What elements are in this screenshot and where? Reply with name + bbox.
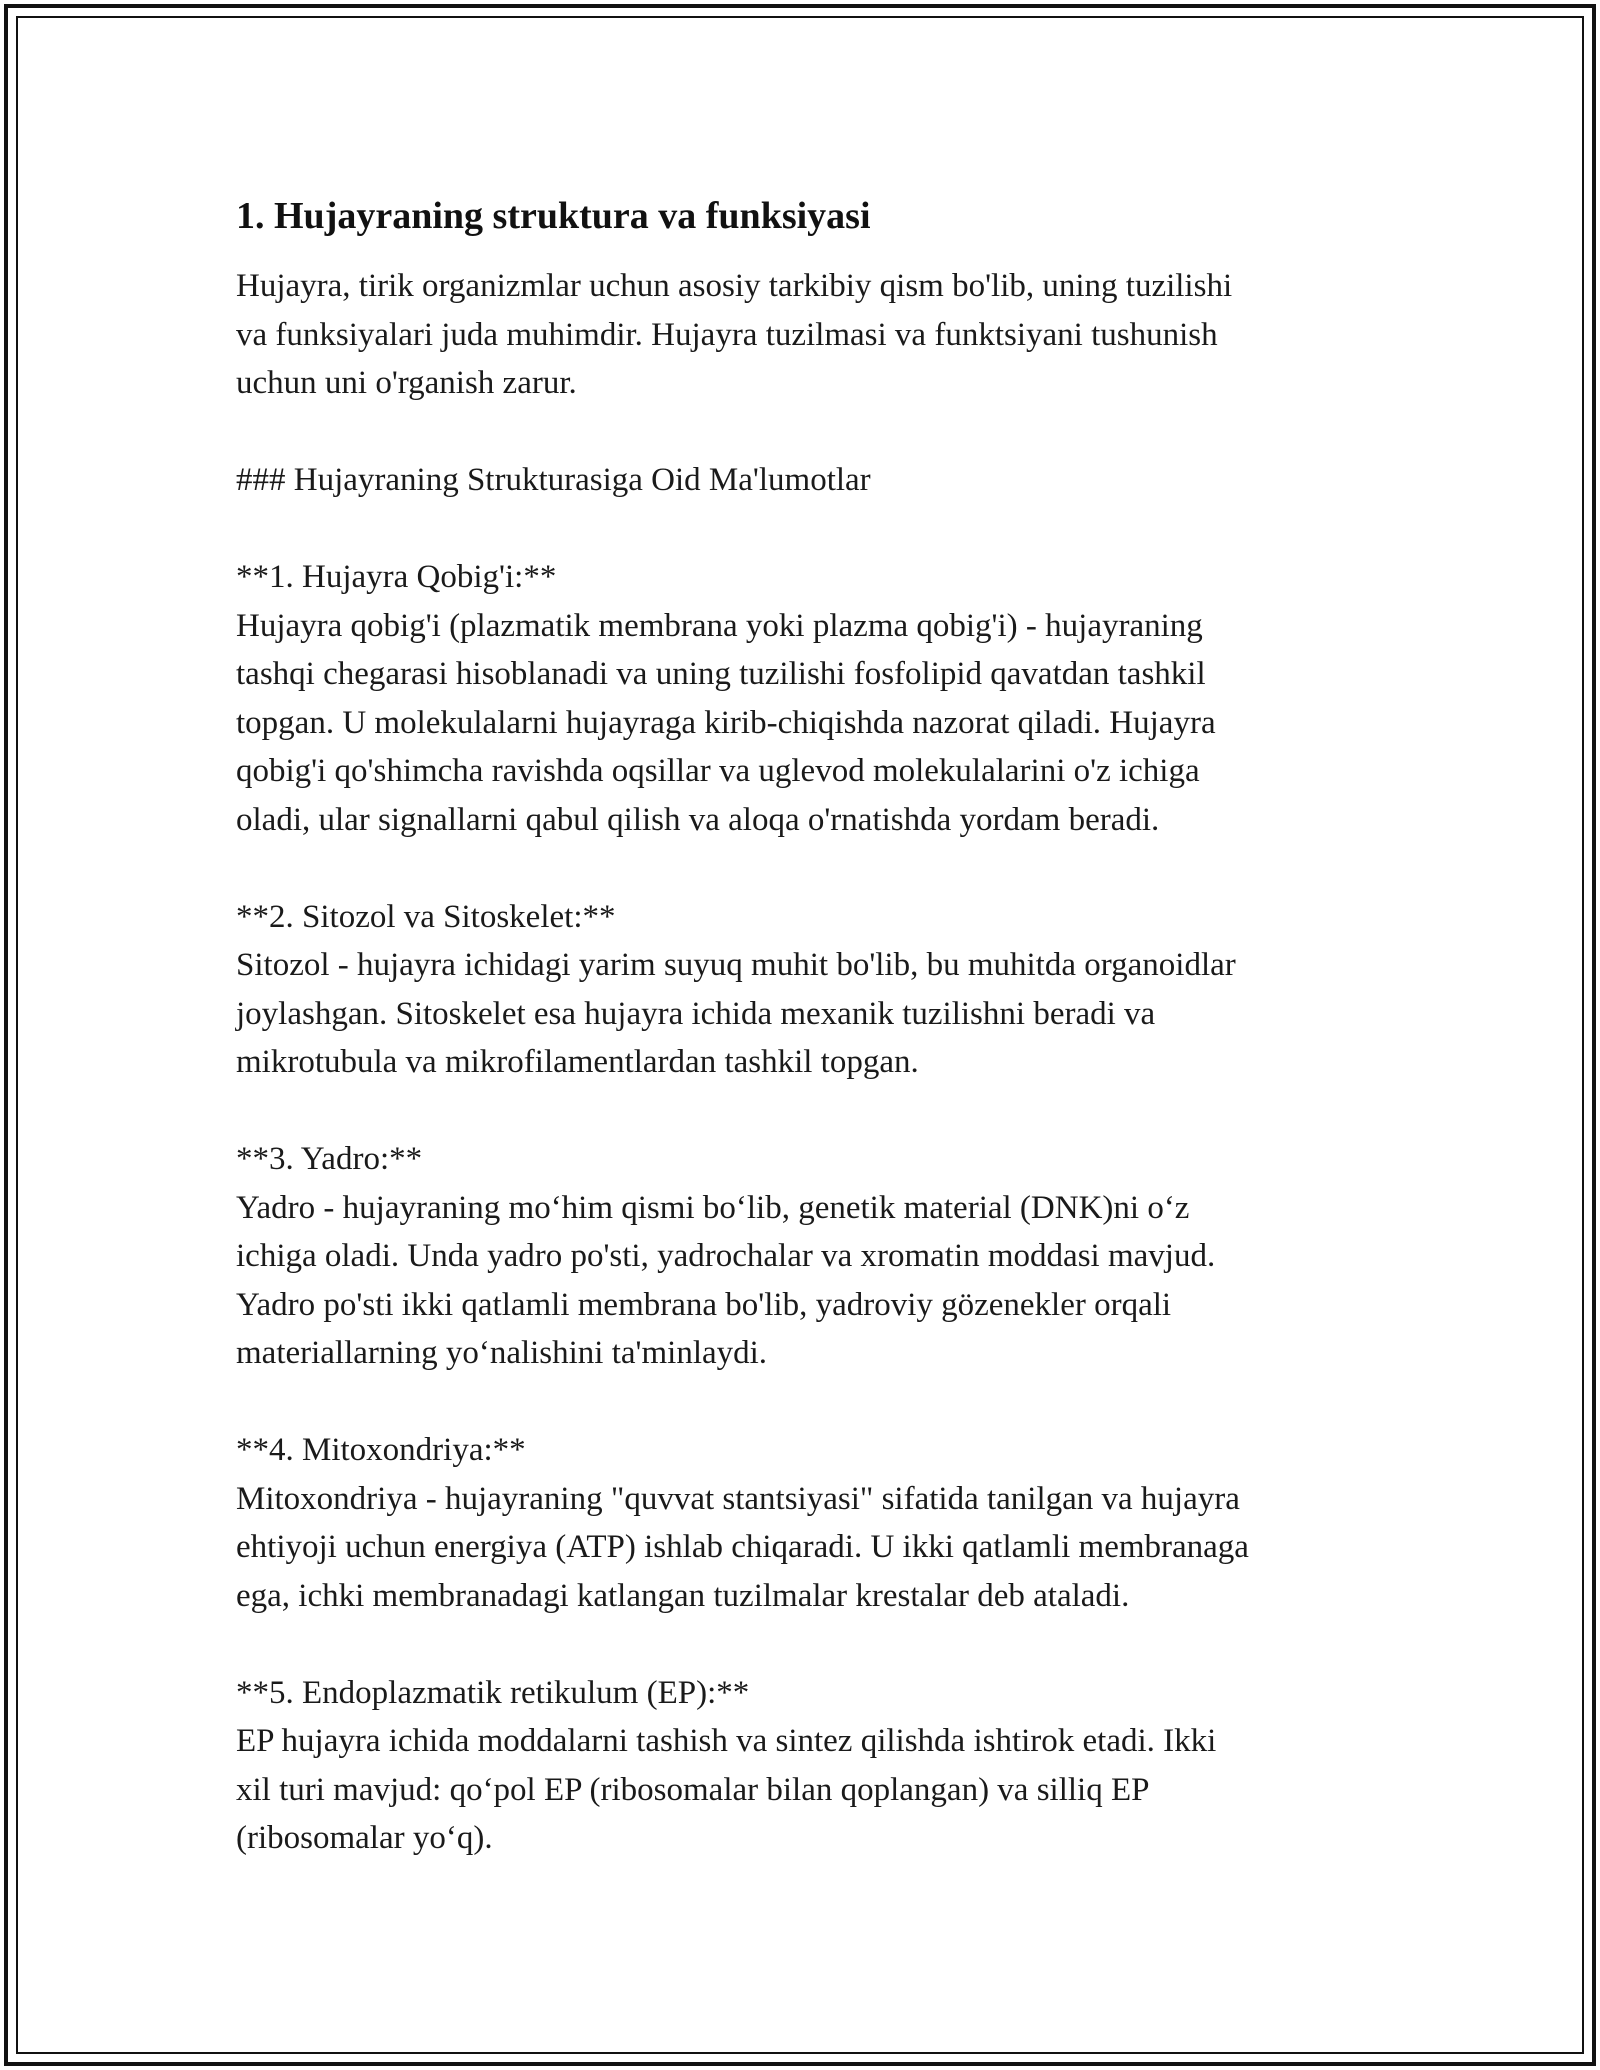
spacer (236, 1378, 1376, 1427)
section-heading: ### Hujayraning Strukturasiga Oid Ma'lumotlar (236, 462, 871, 498)
section-heading-endoplasmic-reticulum: **5. Endoplazmatik retikulum (EP):** (236, 1674, 750, 1711)
section-heading-mitochondria: **4. Mitoxondriya:** (236, 1432, 526, 1468)
spacer (236, 505, 1376, 554)
intro-paragraph: Hujayra, tirik organizmlar uchun asosiy tarkibiy qism bo'lib, uning tuzilishi va funksiyalari juda muhimdir. Hujayra tuzilmasi va funktsiyani tushunish uchun uni o'rganish zarur. (236, 268, 1233, 401)
spacer (236, 1087, 1376, 1136)
section-body-nucleus: Yadro - hujayraning mo‘him qismi bo‘lib, genetik material (DNK)ni o‘z ichiga oladi. Unda yadro po'sti, yadrochalar va xromatin moddasi mavjud. Yadro po'sti ikki qatlamli membrana bo'lib, yadroviy gözenekler orqali materiallarning yo‘nalishini ta'minlaydi. (236, 1189, 1216, 1371)
section-body-endoplasmic-reticulum: EP hujayra ichida moddalarni tashish va sintez qilishda ishtirok etadi. Ikki xil turi mavjud: qo‘pol EP (ribosomalar bilan qoplangan) va silliq EP (ribosomalar yo‘q). (236, 1723, 1217, 1856)
section-body-cell-membrane: Hujayra qobig'i (plazmatik membrana yoki plazma qobig'i) - hujayraning tashqi chegarasi hisoblanadi va uning tuzilishi fosfolipid qavatdan tashkil topgan. U molekulalarni hujayraga kirib-chiqishda nazorat qiladi. Hujayra qobig'i qo'shimcha ravishda oqsillar va uglevod molekulalarini o'z ichiga oladi, ular signallarni qabul qilish va aloqa o'rnatishda yordam beradi. (236, 607, 1216, 838)
section-heading-nucleus: **3. Yadro:** (236, 1141, 423, 1177)
spacer (236, 408, 1376, 457)
section-endoplasmic-reticulum (236, 1669, 1376, 1863)
spacer (236, 844, 1376, 893)
document-body (236, 188, 1376, 1863)
document-title: 1. Hujayraning struktura va funksiyasi (236, 195, 871, 237)
section-cytosol (236, 893, 1376, 1087)
section-heading-cell-membrane: **1. Hujayra Qobig'i:** (236, 559, 557, 595)
section-mitochondria (236, 1426, 1376, 1620)
section-cell-membrane (236, 553, 1376, 844)
section-heading-cytosol: **2. Sitozol va Sitoskelet:** (236, 898, 616, 935)
section-nucleus (236, 1135, 1376, 1378)
section-body-mitochondria: Mitoxondriya - hujayraning "quvvat stantsiyasi" sifatida tanilgan va hujayra ehtiyoji uchun energiya (ATP) ishlab chiqaradi. U ikki qatlamli membranaga ega, ichki membranadagi katlangan tuzilmalar krestalar deb ataladi. (236, 1480, 1249, 1614)
section-body-cytosol: Sitozol - hujayra ichidagi yarim suyuq muhit bo'lib, bu muhitda organoidlar joylashgan. Sitoskelet esa hujayra ichida mexanik tuzilishni beradi va mikrotubula va mikrofilamentlardan tashkil topgan. (236, 947, 1236, 1080)
spacer (236, 1620, 1376, 1669)
